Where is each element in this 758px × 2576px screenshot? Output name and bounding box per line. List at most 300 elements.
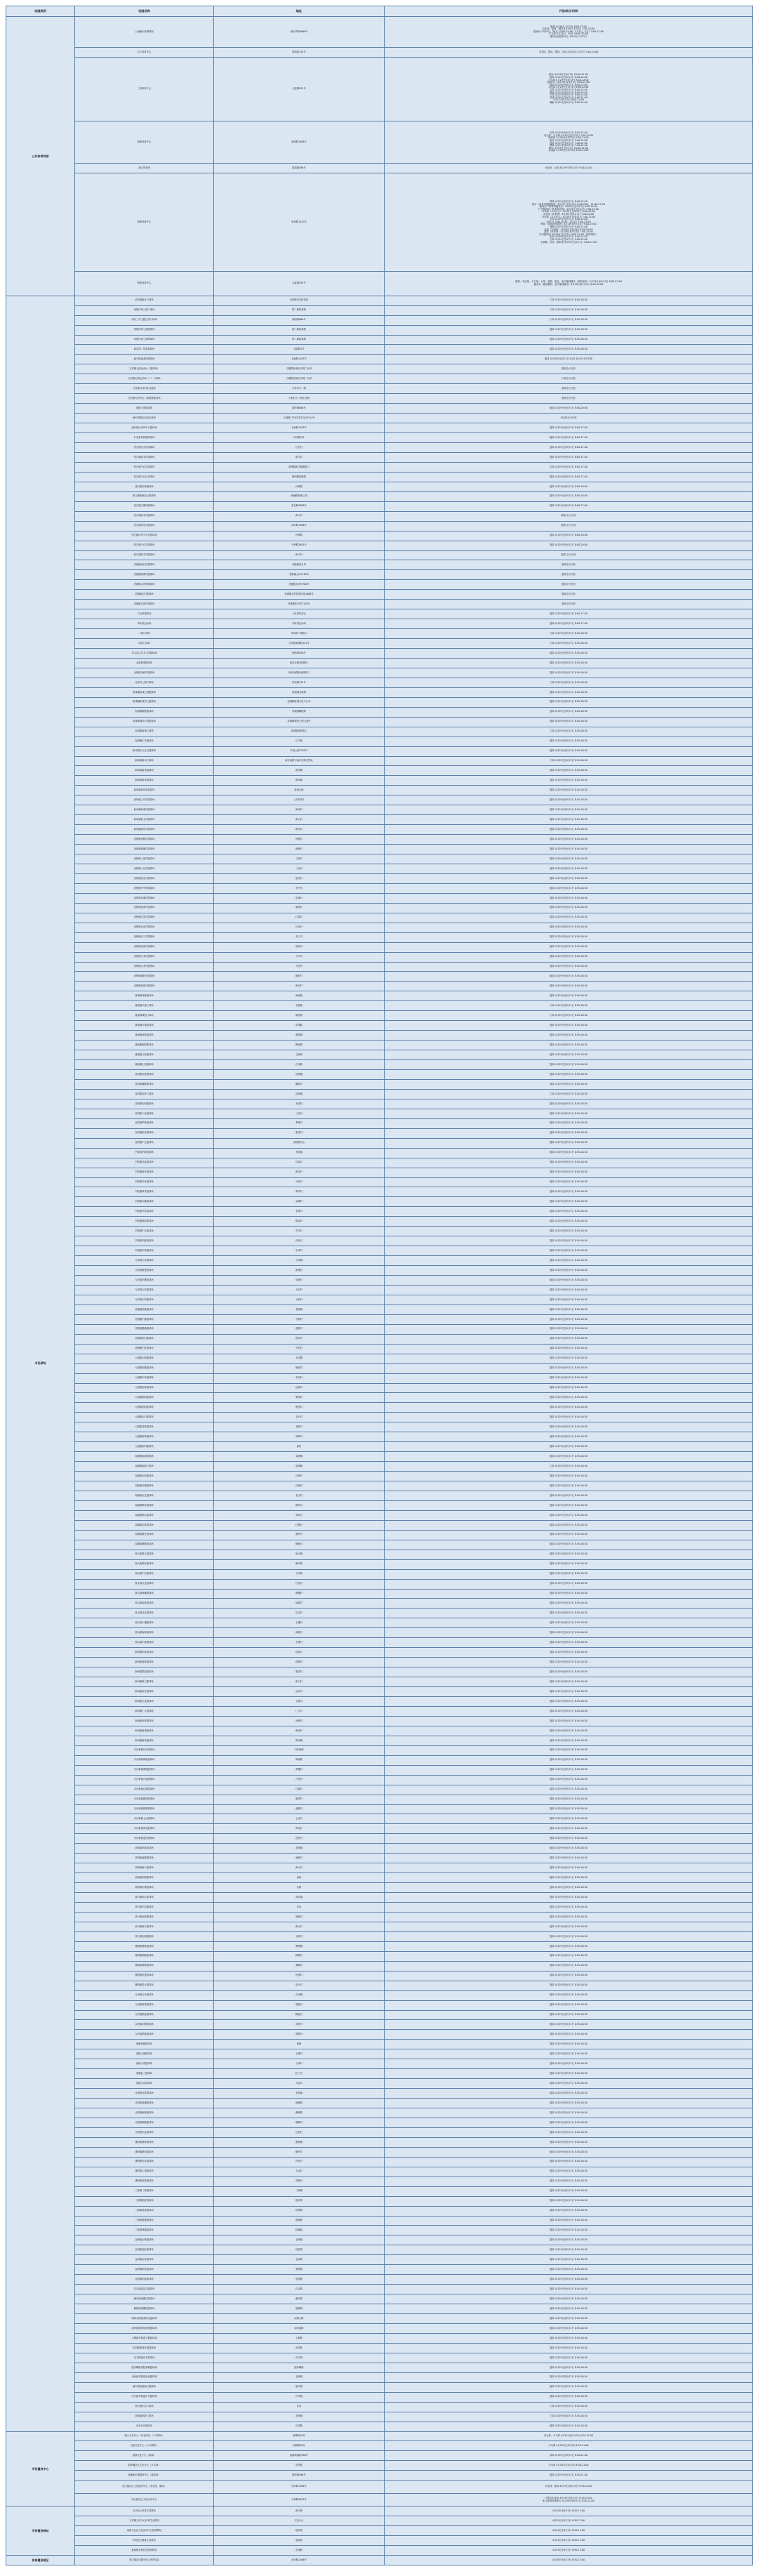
open-time-line: 篮球 4月29日至5月3日 8:30-16:30 bbox=[550, 1719, 587, 1722]
table-row bbox=[6, 1726, 753, 1736]
open-time-line: 篮球 4月29日至5月3日 8:30-16:30 bbox=[550, 1258, 587, 1262]
open-time-line: 篮球 4月29日至5月3日 8:30-16:30 bbox=[550, 1758, 587, 1762]
open-time-line: 篮球 4月29日至5月3日 8:30-16:30 bbox=[550, 1729, 587, 1732]
facility-open-time bbox=[385, 2493, 753, 2506]
open-time-line: 篮球 4月29日至5月3日 8:30-16:30 bbox=[550, 1837, 587, 1840]
facility-name: 三林镇杨思篮球场 bbox=[75, 2206, 214, 2216]
open-time-line: 篮球 4月29日至5月3日 8:30-16:30 bbox=[550, 2101, 587, 2104]
facility-name: 川沙新镇施湾篮球场 bbox=[75, 1795, 214, 1804]
facility-address: 东陆路 bbox=[214, 2275, 385, 2285]
facility-address: 汇丰路 bbox=[214, 737, 385, 746]
facility-name: 源深体育中心 bbox=[75, 121, 214, 163]
facility-address: 外环路二林路口 bbox=[214, 629, 385, 639]
open-time-line: 篮球 4月29日至5月3日 8:30-16:30 bbox=[550, 2023, 587, 2026]
open-time-line: 篮球 4月29日至5月3日 8:30-16:30 bbox=[550, 2277, 587, 2280]
facility-name: 周浦镇界浜篮球场 bbox=[75, 1510, 214, 1520]
facility-open-time bbox=[385, 1706, 753, 1716]
facility-address: 万和村万二路东北侧 bbox=[214, 394, 385, 404]
table-row bbox=[6, 1217, 753, 1227]
facility-open-time bbox=[385, 345, 753, 355]
open-time-line: 篮球 4月29日至5月3日 8:30-16:30 bbox=[550, 2267, 587, 2271]
facility-open-time bbox=[385, 629, 753, 639]
facility-open-time bbox=[385, 1530, 753, 1540]
open-time-line: 篮球 4月29日至5月3日 8:30-16:30 bbox=[550, 1151, 587, 1154]
open-time-line: 篮球 4月29日至5月3日 8:30-16:30 bbox=[550, 1788, 587, 1791]
table-row bbox=[6, 639, 753, 649]
table-row bbox=[6, 1745, 753, 1755]
table-row bbox=[6, 2516, 753, 2526]
open-time-line: 门球 4月29日至5月3日 8:30-16:30 bbox=[550, 318, 587, 322]
facility-name: 新场镇新卫村篮球场 bbox=[75, 815, 214, 825]
table-row bbox=[6, 1363, 753, 1373]
facility-name: 大团镇团西篮球场 bbox=[75, 1403, 214, 1413]
facility-open-time bbox=[385, 355, 753, 364]
facility-address: 孙环路1186号 bbox=[214, 2481, 385, 2494]
facility-address: 丰桥村 bbox=[214, 1638, 385, 1648]
facility-address: 御桥路 bbox=[214, 2108, 385, 2118]
facility-open-time bbox=[385, 2167, 753, 2177]
facility-name: 祝桥镇施湾村篮球场 bbox=[75, 903, 214, 913]
facility-open-time bbox=[385, 2226, 753, 2235]
open-time-line: 篮球 4月29日至5月3日 8:30-16:30 bbox=[550, 1865, 587, 1869]
facility-name: 新场镇卫星篮球场 bbox=[75, 1697, 214, 1707]
table-row bbox=[6, 2526, 753, 2536]
table-row bbox=[6, 550, 753, 560]
table-row bbox=[6, 687, 753, 697]
table-row bbox=[6, 1246, 753, 1256]
facility-open-time bbox=[385, 1050, 753, 1060]
open-time-line: 篮球 4月29日至5月3日 8:30-16:30 bbox=[550, 1572, 587, 1576]
open-time-line: 篮球 4月29日至5月3日 8:30-16:30 bbox=[550, 837, 587, 840]
facility-open-time bbox=[385, 271, 753, 296]
facility-name: 航头镇下沙篮球场 bbox=[75, 1569, 214, 1579]
facility-name: 张江镇江镇村篮球场 bbox=[75, 501, 214, 511]
table-row bbox=[6, 1638, 753, 1648]
facility-name: 高桥镇高桥门球场 bbox=[75, 2412, 214, 2422]
table-row bbox=[6, 364, 753, 374]
table-row bbox=[6, 1951, 753, 1961]
facility-open-time bbox=[385, 932, 753, 942]
facility-name: 唐镇大众篮球场 bbox=[75, 2079, 214, 2089]
open-time-line: 篮球 4月29日至5月3日 8:30-16:30 bbox=[550, 1699, 587, 1703]
open-time-line: 门球 4月29日至5月3日 8:30-16:30 bbox=[550, 2405, 587, 2408]
facility-name: 祝桥镇大市村篮球场 bbox=[75, 962, 214, 972]
facility-address: 泥城镇新城文化中心旁 bbox=[214, 697, 385, 707]
facility-name: 祝桥镇长达村篮球场 bbox=[75, 923, 214, 932]
facility-address: 新港村 bbox=[214, 845, 385, 854]
facility-address: 凌桥村 bbox=[214, 1854, 385, 1863]
facility-name: 浦东新区体育中心篮球场 bbox=[75, 423, 214, 433]
facility-name: 周家渡街道周家渡篮球场 bbox=[75, 2324, 214, 2334]
facility-name: 川沙新镇七灶篮球场 bbox=[75, 1814, 214, 1824]
facility-open-time bbox=[385, 1011, 753, 1021]
facility-open-time bbox=[385, 1834, 753, 1844]
facility-address: 万祥镇 bbox=[214, 1256, 385, 1266]
facility-name: 金桥镇金桥篮球场 bbox=[75, 2235, 214, 2245]
facility-name: 高桥镇东街篮球场 bbox=[75, 1883, 214, 1893]
facility-name: 老港镇牛肚篮球场 bbox=[75, 1344, 214, 1354]
facility-open-time bbox=[385, 2275, 753, 2285]
facility-address: 合庆镇 bbox=[214, 1990, 385, 2000]
table-row bbox=[6, 1893, 753, 1903]
facility-open-time bbox=[385, 1227, 753, 1236]
open-time-line: 篮球 4月29日至5月3日 8:00-17:00 bbox=[550, 455, 587, 458]
facility-name: 老港镇宏村篮球场 bbox=[75, 590, 214, 600]
table-row bbox=[6, 776, 753, 786]
facility-open-time bbox=[385, 2441, 753, 2451]
open-time-line: 篮球 4月29日至5月3日 8:30-16:30 bbox=[550, 1210, 587, 1213]
table-row bbox=[6, 521, 753, 531]
facility-address: 万耀路东侧古沙周厂河旁 bbox=[214, 364, 385, 374]
facility-name: 杨园体育公园门球场 bbox=[75, 305, 214, 315]
open-time-line: 篮球 4月29日至5月3日 8:30-16:30 bbox=[550, 965, 587, 968]
facility-address: 莲溪路 bbox=[214, 2099, 385, 2108]
facility-name: 北蔡镇莲溪篮球场 bbox=[75, 2099, 214, 2108]
table-row bbox=[6, 1755, 753, 1765]
facility-address: 星火村 bbox=[214, 1981, 385, 1990]
open-time-line: 篮球 4月29日至5月3日 8:30-16:30 bbox=[550, 690, 587, 694]
open-time-line: 篮球 全天开放 bbox=[561, 514, 576, 517]
facility-open-time bbox=[385, 991, 753, 1001]
table-row bbox=[6, 1716, 753, 1726]
facility-name: 高行镇高行篮球场 bbox=[75, 1893, 214, 1903]
facility-name: 高行镇新行篮球场 bbox=[75, 1922, 214, 1931]
facility-address: 川沙镇新德路121号 bbox=[214, 639, 385, 649]
facility-name: 新场镇新南村篮球场 bbox=[75, 805, 214, 815]
facility-name: 曹路镇顾路篮球场 bbox=[75, 1951, 214, 1961]
facility-address: 东城路 bbox=[214, 2546, 385, 2556]
open-time-line: 篮球 4月29日至5月3日 8:30-16:30 bbox=[550, 1219, 587, 1222]
facility-address: 云莲路201号 bbox=[214, 58, 385, 121]
table-row bbox=[6, 1089, 753, 1099]
table-row bbox=[6, 1559, 753, 1569]
facility-open-time bbox=[385, 1951, 753, 1961]
facility-name: 张江镇孙桥篮球场 bbox=[75, 482, 214, 491]
table-row bbox=[6, 2157, 753, 2167]
open-time-line: 门球 4月29日至5月3日 8:30-16:30 bbox=[550, 1092, 587, 1095]
facility-address: 东港村 bbox=[214, 1276, 385, 1286]
facility-open-time bbox=[385, 325, 753, 335]
table-row bbox=[6, 835, 753, 845]
facility-open-time bbox=[385, 1481, 753, 1491]
facility-address: 锦绣路500号 bbox=[214, 649, 385, 659]
open-time-line: 篮球 4月29日至5月3日 8:30-16:30 bbox=[550, 1954, 587, 1957]
facility-address: 四灶村 bbox=[214, 1236, 385, 1246]
facility-open-time bbox=[385, 2451, 753, 2461]
facility-open-time bbox=[385, 501, 753, 511]
table-row bbox=[6, 1334, 753, 1344]
facility-open-time bbox=[385, 1393, 753, 1403]
facility-name: 老港镇东河村篮球场 bbox=[75, 600, 214, 609]
open-time-line: 田径场、足球 4月29日至5月3日 8:00-21:00 bbox=[545, 166, 592, 169]
facility-open-time bbox=[385, 1658, 753, 1667]
facility-name: 书院镇洋溢篮球场 bbox=[75, 1158, 214, 1168]
facility-open-time bbox=[385, 404, 753, 414]
facility-address: 光明村 bbox=[214, 1931, 385, 1941]
facility-address: 老港镇大河1183号 bbox=[214, 570, 385, 580]
facility-address: 沪南公路7518号 bbox=[214, 746, 385, 756]
open-time-line: 篮球 4月29日至5月3日 8:30-16:30 bbox=[550, 1846, 587, 1849]
table-row bbox=[6, 619, 753, 629]
open-time-line: 篮球 4月29日至5月3日 8:30-16:30 bbox=[550, 2336, 587, 2339]
facility-address: 李家村运动场 bbox=[214, 619, 385, 629]
table-row bbox=[6, 2353, 753, 2363]
facility-open-time bbox=[385, 1236, 753, 1246]
facility-name: 泥城镇新城中心篮球场 bbox=[75, 697, 214, 707]
open-time-line: 健身室（健身器材、室外篮球健身）4月29日至5月3日 8:00-22:00 bbox=[533, 282, 604, 286]
table-row bbox=[6, 1922, 753, 1931]
table-row bbox=[6, 1432, 753, 1442]
facility-open-time bbox=[385, 737, 753, 746]
facility-open-time bbox=[385, 2314, 753, 2324]
facility-address: 黄华村 bbox=[214, 1187, 385, 1197]
open-time-line: 篮球 4月29日至5月3日 8:30-16:30 bbox=[550, 1885, 587, 1889]
facility-name: 浦兴街道金杨篮球场 bbox=[75, 355, 214, 364]
table-row bbox=[6, 2020, 753, 2030]
facility-open-time bbox=[385, 423, 753, 433]
facility-address: 长征村 bbox=[214, 2127, 385, 2137]
facility-address: 南码头路 bbox=[214, 2314, 385, 2324]
facility-address: 张家村 bbox=[214, 1128, 385, 1138]
table-row bbox=[6, 2285, 753, 2294]
header-time: 开放项目/时间 bbox=[385, 6, 753, 17]
open-time-line: 足球（东南场）4月29日至5月3日 8:00-22:00 bbox=[544, 227, 593, 231]
facility-name: 万祥镇万和村万二路篮球健身场 bbox=[75, 394, 214, 404]
facility-open-time bbox=[385, 1648, 753, 1658]
table-row bbox=[6, 600, 753, 609]
facility-name: 曹路体育中心 bbox=[75, 271, 214, 296]
open-time-line: 篮球、羽毛球、乒乓球、台球、篮球、游泳、室内篮球健身（团队预约）4月29日至5月3日 8:00-22:00 bbox=[515, 280, 622, 284]
open-time-line: 篮球 4月29日至5月3日 8:00-18:00 bbox=[550, 494, 587, 498]
facility-address: 新丰村 bbox=[214, 452, 385, 462]
facility-open-time bbox=[385, 2294, 753, 2304]
table-row bbox=[6, 164, 753, 173]
facility-address: 高桥镇 bbox=[214, 1844, 385, 1854]
facility-name: 高行镇东沟篮球场 bbox=[75, 1903, 214, 1913]
open-time-line: 篮球 4月29日至5月3日 8:30-16:30 bbox=[550, 2326, 587, 2330]
open-time-line: 篮球 4月29日至5月3日 8:30-16:30 bbox=[550, 1239, 587, 1242]
facility-open-time bbox=[385, 482, 753, 491]
table-row bbox=[6, 2099, 753, 2108]
open-time-line: 篮球 4月29日至5月3日 8:30-16:30 bbox=[550, 1268, 587, 1272]
facility-name: 大团镇龙桥篮球场 bbox=[75, 1422, 214, 1432]
open-time-line: 篮球 4月29日至5月3日 8:30-16:30 bbox=[550, 1356, 587, 1360]
facility-address: 杨思路 bbox=[214, 2206, 385, 2216]
facility-name: 祝桥镇三灶村篮球场 bbox=[75, 864, 214, 874]
facility-name: 宣桥镇宣桥门球场 bbox=[75, 1089, 214, 1099]
facility-name: 浦兴街道友谊羽毛球场 bbox=[75, 414, 214, 423]
open-time-line: 跆拳道 4月29日至5月3日 9:00-21:00 bbox=[548, 136, 589, 140]
facility-open-time bbox=[385, 697, 753, 707]
facility-name: 大团镇赵桥篮球场 bbox=[75, 1383, 214, 1393]
facility-address: 虹三村 bbox=[214, 2069, 385, 2079]
facility-open-time bbox=[385, 2546, 753, 2556]
facility-name: 塘桥街道塘桥篮球场 bbox=[75, 2304, 214, 2314]
facility-name: 航头镇海桥篮球场 bbox=[75, 1628, 214, 1638]
table-row bbox=[6, 1569, 753, 1579]
table-row bbox=[6, 570, 753, 580]
facility-open-time bbox=[385, 1109, 753, 1118]
facility-open-time bbox=[385, 1472, 753, 1481]
open-time-line: 篮球 全天开放 bbox=[561, 524, 576, 527]
open-time-line: 门球 4月29日至5月3日 8:30-16:30 bbox=[550, 2415, 587, 2418]
facility-open-time bbox=[385, 2049, 753, 2059]
facility-address: 康桥镇 bbox=[214, 2137, 385, 2147]
table-row bbox=[6, 991, 753, 1001]
table-row bbox=[6, 1530, 753, 1540]
facility-name: 祝桥镇朝阳村篮球场 bbox=[75, 972, 214, 982]
table-row bbox=[6, 443, 753, 453]
facility-name: 书院镇新北篮球场 bbox=[75, 1168, 214, 1177]
table-row bbox=[6, 1285, 753, 1295]
facility-address: 张杨路1410号 bbox=[214, 173, 385, 272]
table-row bbox=[6, 756, 753, 766]
facility-name: 老港镇老港篮球场 bbox=[75, 1304, 214, 1314]
facility-open-time bbox=[385, 2363, 753, 2372]
open-time-line: 篮球 4月29日至5月3日 8:30-16:30 bbox=[550, 876, 587, 880]
facility-name: 三林镇临沂篮球场 bbox=[75, 2196, 214, 2206]
facility-open-time bbox=[385, 374, 753, 384]
facility-open-time bbox=[385, 972, 753, 982]
table-row bbox=[6, 580, 753, 590]
open-time-line: 篮球 4月29日至5月3日 8:30-16:30 bbox=[550, 2061, 587, 2065]
open-time-line: 私人健身场所配合 4月29日至5月3日 8:30-21:00 bbox=[543, 2499, 594, 2502]
facility-address: 六灶村村委会 bbox=[214, 609, 385, 619]
open-time-line: 健身中心 4月29日至5月3日 8:00-21:00 bbox=[547, 81, 590, 84]
facility-open-time bbox=[385, 2516, 753, 2526]
facility-name: 书院镇四灶篮球场 bbox=[75, 1236, 214, 1246]
facility-name: 张江镇中心村篮球场 bbox=[75, 541, 214, 550]
facility-open-time bbox=[385, 173, 753, 272]
facility-address: 万耀路东侧古沙周厂河旁 bbox=[214, 374, 385, 384]
open-time-line: 门球 4月29日至5月3日 8:30-16:30 bbox=[550, 298, 587, 302]
facility-address: 王楼村 bbox=[214, 1618, 385, 1628]
facility-name: 唐镇新市镇健身中心（篮球场） bbox=[75, 2471, 214, 2481]
table-row bbox=[6, 2147, 753, 2157]
facility-open-time bbox=[385, 649, 753, 659]
table-row bbox=[6, 1834, 753, 1844]
facility-open-time bbox=[385, 1893, 753, 1903]
facility-open-time bbox=[385, 1266, 753, 1276]
table-row bbox=[6, 423, 753, 433]
open-time-line: 篮球 4月29日至5月3日 8:30-16:30 bbox=[550, 1915, 587, 1918]
open-time-line: 篮球 4月29日至5月3日 8:30-16:30 bbox=[550, 1817, 587, 1821]
facility-address: 川沙新镇 bbox=[214, 1745, 385, 1755]
facility-name: 六灶村篮球场 bbox=[75, 609, 214, 619]
facility-open-time bbox=[385, 2127, 753, 2137]
facility-open-time bbox=[385, 1579, 753, 1589]
facility-name: 康桥镇苗桥篮球场 bbox=[75, 2177, 214, 2186]
table-row bbox=[6, 2471, 753, 2481]
facility-address: 北蔡镇 bbox=[214, 2089, 385, 2099]
facility-address: 东明路 bbox=[214, 2343, 385, 2353]
open-time-line: 4月29日至5月3日 8:30-17:00 bbox=[552, 2558, 585, 2561]
facility-name: 沪东新村街道沪东篮球场 bbox=[75, 2392, 214, 2402]
open-time-line: 篮球 4月29日至5月3日 8:30-16:30 bbox=[550, 896, 587, 899]
facility-open-time bbox=[385, 835, 753, 845]
facility-name: 周浦镇北庄篮球场 bbox=[75, 1491, 214, 1501]
open-time-line: 篮球 4月29日至5月3日 8:30-16:30 bbox=[550, 1797, 587, 1801]
facility-open-time bbox=[385, 687, 753, 697]
facility-open-time bbox=[385, 1765, 753, 1775]
open-time-line: 篮球 4月29日至5月3日 8:30-16:30 bbox=[550, 827, 587, 831]
facility-open-time bbox=[385, 1413, 753, 1422]
facility-open-time bbox=[385, 2137, 753, 2147]
facility-address: 江镇村 bbox=[214, 1785, 385, 1795]
table-row bbox=[6, 2324, 753, 2334]
facility-name: 祝桥镇祝桥村篮球场 bbox=[75, 835, 214, 845]
table-row bbox=[6, 1207, 753, 1217]
open-time-line: 篮球 4月29日至5月3日 8:30-16:30 bbox=[550, 1778, 587, 1781]
open-time-line: 篮球 4月29日至5月3日 8:30-16:30 bbox=[550, 1307, 587, 1311]
facility-name: 张江镇新港社区篮球场 bbox=[75, 491, 214, 501]
table-row bbox=[6, 1903, 753, 1913]
facility-open-time bbox=[385, 2235, 753, 2245]
table-row bbox=[6, 2059, 753, 2069]
open-time-line: 篮球 4月29日-5月3日 8:00-17:00 bbox=[550, 25, 587, 28]
table-row bbox=[6, 923, 753, 932]
table-row bbox=[6, 697, 753, 707]
facility-address: 东沟 bbox=[214, 1903, 385, 1913]
open-time-line: 篮球 4月29日至5月3日 8:30-16:30 bbox=[550, 2091, 587, 2094]
open-time-line: 篮球 4月29日至5月3日 8:30-16:30 bbox=[550, 2356, 587, 2359]
table-row bbox=[6, 1765, 753, 1775]
open-time-line: 篮球 4月29日至5月3日 8:30-16:30 bbox=[550, 1856, 587, 1859]
table-row bbox=[6, 531, 753, 541]
table-row bbox=[6, 1609, 753, 1618]
open-time-line: 桌球 4月29日至5月3日 9:00-21:00 bbox=[550, 95, 587, 99]
facility-open-time bbox=[385, 2324, 753, 2334]
category-cell: 市民健身驿站 bbox=[6, 2506, 75, 2556]
facility-address: 张杨路151号 bbox=[214, 678, 385, 687]
facility-address: 新兴村 bbox=[214, 1863, 385, 1873]
facility-name: 合庆镇向阳篮球场 bbox=[75, 2020, 214, 2030]
facility-address: 金杨路1105号 bbox=[214, 355, 385, 364]
open-time-line: 篮球 4月29日至5月3日 8:30-16:30 bbox=[550, 1582, 587, 1585]
table-row bbox=[6, 1736, 753, 1745]
table-row bbox=[6, 1785, 753, 1795]
open-time-line: 篮球 4月29日至5月3日 8:30-16:30 bbox=[550, 1415, 587, 1419]
open-time-line: 篮球 4月29日至5月3日 8:30-16:30 bbox=[550, 2013, 587, 2016]
facility-open-time bbox=[385, 1217, 753, 1227]
open-time-line: 篮球全天开放 bbox=[561, 583, 576, 586]
table-row bbox=[6, 1070, 753, 1080]
facility-address: 曹路镇 bbox=[214, 1941, 385, 1951]
facility-address: 李雪村 bbox=[214, 1207, 385, 1217]
facility-address: 临沂路 bbox=[214, 2526, 385, 2536]
open-time-line: 篮球 4月29日至5月3日 8:30-16:30 bbox=[550, 1425, 587, 1428]
table-row bbox=[6, 2108, 753, 2118]
facility-open-time bbox=[385, 883, 753, 893]
facility-open-time bbox=[385, 2461, 753, 2471]
facility-open-time bbox=[385, 962, 753, 972]
open-time-line: 篮球 4月29日至5月3日 8:30-16:30 bbox=[550, 807, 587, 811]
open-time-line: 篮球 4月29日至5月3日 8:30-16:30 bbox=[550, 994, 587, 998]
facility-name: 川沙新镇城南篮球场 bbox=[75, 1755, 214, 1765]
facility-name: 万祥镇五街运动场（二）门球场 bbox=[75, 374, 214, 384]
open-time-line: 篮球（体育场）4月29日至5月3日 7:00-22:00 bbox=[544, 230, 593, 234]
facility-address: 新园路880号 bbox=[214, 315, 385, 325]
table-row bbox=[6, 452, 753, 462]
facility-name: 航头镇鹤沙篮球场 bbox=[75, 1559, 214, 1569]
facility-name: 新场镇新东村篮球场 bbox=[75, 825, 214, 835]
facility-address: 唐墓村 bbox=[214, 1804, 385, 1814]
facility-name: 新场镇坦直篮球场 bbox=[75, 1648, 214, 1658]
facility-name: 新场镇果园篮球场 bbox=[75, 1667, 214, 1677]
table-row bbox=[6, 1961, 753, 1971]
facility-open-time bbox=[385, 1314, 753, 1324]
facility-address: 红桥村 bbox=[214, 1520, 385, 1530]
